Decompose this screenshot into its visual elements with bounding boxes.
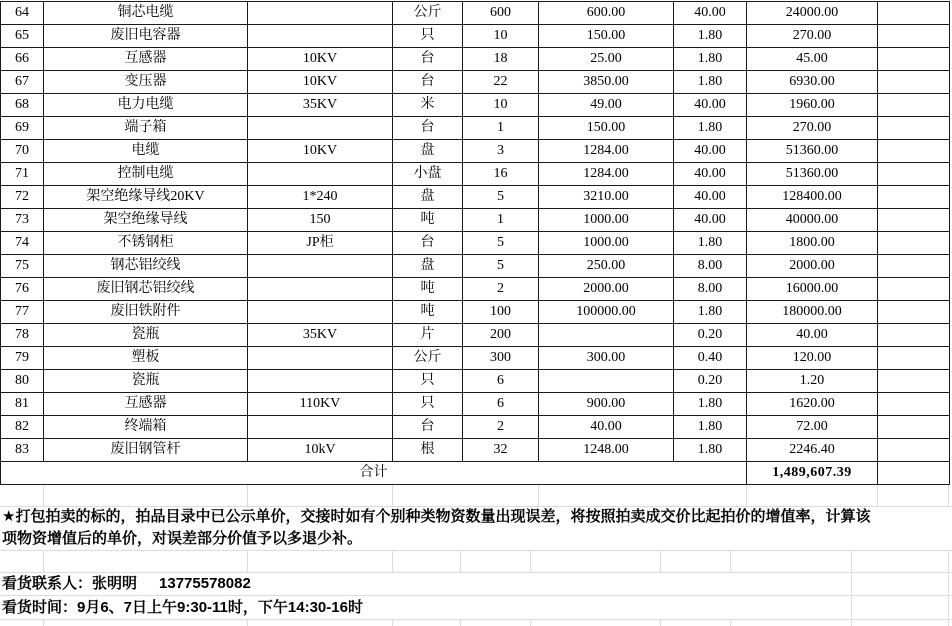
cell-price xyxy=(539,324,674,347)
cell-spec: 1*240 xyxy=(248,186,393,209)
table-row xyxy=(1,94,950,117)
cell-no: 68 xyxy=(1,94,44,117)
gridline-vertical xyxy=(460,550,461,572)
materials-table xyxy=(0,1,950,485)
cell-no: 66 xyxy=(1,48,44,71)
gridline-vertical xyxy=(948,550,949,572)
cell-rate: 40.00 xyxy=(674,186,747,209)
cell-spec: 110KV xyxy=(248,393,393,416)
cell-no: 82 xyxy=(1,416,44,439)
cell-name: 终端箱 xyxy=(44,416,248,439)
cell-blank xyxy=(878,140,950,163)
cell-spec: JP柜 xyxy=(248,232,393,255)
cell-rate: 1.80 xyxy=(674,71,747,94)
cell-name: 互感器 xyxy=(44,393,248,416)
cell-blank xyxy=(878,439,950,462)
cell-name: 电缆 xyxy=(44,140,248,163)
cell-unit: 片 xyxy=(393,324,463,347)
cell-qty: 6 xyxy=(463,393,539,416)
cell-qty: 600 xyxy=(463,2,539,25)
cell-unit: 台 xyxy=(393,48,463,71)
cell-unit: 台 xyxy=(393,117,463,140)
table-row xyxy=(1,25,950,48)
cell-amount: 51360.00 xyxy=(747,140,878,163)
cell-qty: 2 xyxy=(463,416,539,439)
gridline-vertical xyxy=(660,619,661,626)
table-row xyxy=(1,416,950,439)
cell-unit: 台 xyxy=(393,71,463,94)
cell-unit: 吨 xyxy=(393,301,463,324)
gridline-vertical xyxy=(392,485,393,506)
viewing-contact-line xyxy=(2,574,251,594)
table-row xyxy=(1,347,950,370)
total-amount: 1,489,607.39 xyxy=(747,462,878,485)
table-row xyxy=(1,301,950,324)
gridline-vertical xyxy=(530,550,531,572)
cell-name: 架空绝缘导线20KV xyxy=(44,186,248,209)
cell-unit: 公斤 xyxy=(393,2,463,25)
cell-name: 不锈钢柜 xyxy=(44,232,248,255)
cell-rate: 40.00 xyxy=(674,140,747,163)
cell-price: 150.00 xyxy=(539,25,674,48)
cell-rate: 1.80 xyxy=(674,25,747,48)
cell-no: 75 xyxy=(1,255,44,278)
cell-unit: 小盘 xyxy=(393,163,463,186)
gridline-vertical xyxy=(392,550,393,572)
cell-name: 废旧铁附件 xyxy=(44,301,248,324)
cell-blank xyxy=(878,232,950,255)
cell-spec xyxy=(248,416,393,439)
cell-blank xyxy=(878,71,950,94)
cell-name: 端子箱 xyxy=(44,117,248,140)
cell-price: 25.00 xyxy=(539,48,674,71)
cell-qty: 10 xyxy=(463,94,539,117)
cell-no: 78 xyxy=(1,324,44,347)
gridline-vertical xyxy=(851,572,852,619)
cell-price: 300.00 xyxy=(539,347,674,370)
cell-no: 72 xyxy=(1,186,44,209)
cell-spec xyxy=(248,278,393,301)
cell-blank xyxy=(878,416,950,439)
cell-qty: 5 xyxy=(463,255,539,278)
cell-no: 70 xyxy=(1,140,44,163)
cell-blank xyxy=(878,462,950,485)
gridline-vertical xyxy=(247,550,248,572)
cell-rate: 8.00 xyxy=(674,255,747,278)
gridline-vertical xyxy=(877,485,878,506)
cell-qty: 2 xyxy=(463,278,539,301)
cell-no: 71 xyxy=(1,163,44,186)
cell-amount: 16000.00 xyxy=(747,278,878,301)
table-row xyxy=(1,163,950,186)
cell-qty: 5 xyxy=(463,232,539,255)
cell-name: 互感器 xyxy=(44,48,248,71)
table-row xyxy=(1,232,950,255)
cell-unit: 只 xyxy=(393,370,463,393)
cell-spec xyxy=(248,347,393,370)
cell-blank xyxy=(878,25,950,48)
table-row xyxy=(1,71,950,94)
cell-spec xyxy=(248,25,393,48)
cell-unit: 盘 xyxy=(393,186,463,209)
gridline-vertical xyxy=(530,619,531,626)
cell-price: 49.00 xyxy=(539,94,674,117)
cell-unit: 公斤 xyxy=(393,347,463,370)
cell-qty: 300 xyxy=(463,347,539,370)
cell-spec: 150 xyxy=(248,209,393,232)
viewing-time-line: 看货时间：9月6、7日上午9:30-11时，下午14:30-16时 xyxy=(2,599,363,616)
cell-name: 瓷瓶 xyxy=(44,324,248,347)
cell-rate: 40.00 xyxy=(674,209,747,232)
cell-blank xyxy=(878,209,950,232)
cell-price: 150.00 xyxy=(539,117,674,140)
cell-amount: 2000.00 xyxy=(747,255,878,278)
cell-blank xyxy=(878,278,950,301)
cell-no: 79 xyxy=(1,347,44,370)
cell-spec: 10KV xyxy=(248,71,393,94)
cell-no: 65 xyxy=(1,25,44,48)
cell-unit: 台 xyxy=(393,232,463,255)
table-row xyxy=(1,278,950,301)
cell-amount: 51360.00 xyxy=(747,163,878,186)
cell-amount: 2246.40 xyxy=(747,439,878,462)
auction-note-line2: 项物资增值后的单价，对误差部分价值予以多退少补。 xyxy=(2,530,363,547)
cell-qty: 5 xyxy=(463,186,539,209)
cell-amount: 72.00 xyxy=(747,416,878,439)
cell-rate: 40.00 xyxy=(674,94,747,117)
cell-unit: 吨 xyxy=(393,209,463,232)
gridline-vertical xyxy=(851,550,852,572)
cell-rate: 0.40 xyxy=(674,347,747,370)
cell-rate: 1.80 xyxy=(674,301,747,324)
cell-price: 1248.00 xyxy=(539,439,674,462)
contact-name-label: 看货联系人：张明明 xyxy=(2,575,138,592)
cell-amount: 1960.00 xyxy=(747,94,878,117)
cell-qty: 3 xyxy=(463,140,539,163)
table-row xyxy=(1,439,950,462)
cell-spec: 10KV xyxy=(248,48,393,71)
cell-rate: 1.80 xyxy=(674,48,747,71)
table-row xyxy=(1,186,950,209)
cell-spec: 35KV xyxy=(248,324,393,347)
cell-name: 控制电缆 xyxy=(44,163,248,186)
gridline-vertical xyxy=(851,619,852,626)
cell-blank xyxy=(878,117,950,140)
table-row xyxy=(1,117,950,140)
cell-blank xyxy=(878,94,950,117)
gridline-vertical xyxy=(460,619,461,626)
table-row xyxy=(1,370,950,393)
cell-price: 2000.00 xyxy=(539,278,674,301)
cell-no: 80 xyxy=(1,370,44,393)
cell-no: 83 xyxy=(1,439,44,462)
gridline-vertical xyxy=(43,485,44,506)
total-label: 合计 xyxy=(1,462,747,485)
cell-blank xyxy=(878,186,950,209)
cell-unit: 吨 xyxy=(393,278,463,301)
cell-blank xyxy=(878,301,950,324)
table-row xyxy=(1,48,950,71)
table-row xyxy=(1,209,950,232)
table-row xyxy=(1,255,950,278)
cell-rate: 1.80 xyxy=(674,232,747,255)
cell-name: 电力电缆 xyxy=(44,94,248,117)
gridline-horizontal xyxy=(0,619,952,620)
cell-amount: 1620.00 xyxy=(747,393,878,416)
cell-amount: 270.00 xyxy=(747,117,878,140)
auction-note-line1: ★打包拍卖的标的，拍品目录中已公示单价，交接时如有个别种类物资数量出现误差，将按照拍卖成交价比起拍价的增值率，计算该 xyxy=(2,508,871,525)
table-row xyxy=(1,2,950,25)
cell-unit: 只 xyxy=(393,393,463,416)
cell-amount: 24000.00 xyxy=(747,2,878,25)
cell-rate: 8.00 xyxy=(674,278,747,301)
gridline-vertical xyxy=(948,485,949,506)
gridline-vertical xyxy=(392,619,393,626)
cell-blank xyxy=(878,2,950,25)
cell-name: 架空绝缘导线 xyxy=(44,209,248,232)
cell-name: 废旧钢芯铝绞线 xyxy=(44,278,248,301)
cell-rate: 1.80 xyxy=(674,416,747,439)
cell-qty: 22 xyxy=(463,71,539,94)
cell-amount: 128400.00 xyxy=(747,186,878,209)
cell-qty: 1 xyxy=(463,209,539,232)
cell-blank xyxy=(878,370,950,393)
cell-blank xyxy=(878,393,950,416)
cell-price: 1000.00 xyxy=(539,232,674,255)
cell-no: 81 xyxy=(1,393,44,416)
cell-spec xyxy=(248,2,393,25)
cell-blank xyxy=(878,163,950,186)
cell-qty: 200 xyxy=(463,324,539,347)
contact-phone: 13775578082 xyxy=(159,575,251,592)
cell-blank xyxy=(878,324,950,347)
cell-qty: 6 xyxy=(463,370,539,393)
cell-name: 瓷瓶 xyxy=(44,370,248,393)
cell-price: 900.00 xyxy=(539,393,674,416)
cell-unit: 只 xyxy=(393,25,463,48)
cell-rate: 40.00 xyxy=(674,163,747,186)
gridline-horizontal xyxy=(0,595,952,596)
cell-rate: 1.80 xyxy=(674,439,747,462)
table-row xyxy=(1,324,950,347)
table-row xyxy=(1,393,950,416)
gridline-vertical xyxy=(948,572,949,619)
cell-amount: 40.00 xyxy=(747,324,878,347)
cell-no: 64 xyxy=(1,2,44,25)
cell-unit: 盘 xyxy=(393,255,463,278)
cell-spec xyxy=(248,117,393,140)
cell-unit: 台 xyxy=(393,416,463,439)
cell-price: 3850.00 xyxy=(539,71,674,94)
gridline-vertical xyxy=(247,619,248,626)
cell-price: 250.00 xyxy=(539,255,674,278)
cell-blank xyxy=(878,255,950,278)
gridline-vertical xyxy=(730,550,731,572)
cell-qty: 1 xyxy=(463,117,539,140)
gridline-vertical xyxy=(948,619,949,626)
cell-spec: 35KV xyxy=(248,94,393,117)
cell-amount: 120.00 xyxy=(747,347,878,370)
cell-price: 40.00 xyxy=(539,416,674,439)
cell-price: 1284.00 xyxy=(539,140,674,163)
gridline-vertical xyxy=(538,485,539,506)
cell-amount: 1800.00 xyxy=(747,232,878,255)
cell-no: 74 xyxy=(1,232,44,255)
cell-no: 76 xyxy=(1,278,44,301)
gridline-vertical xyxy=(660,550,661,572)
cell-price: 1000.00 xyxy=(539,209,674,232)
cell-price: 3210.00 xyxy=(539,186,674,209)
gridline-vertical xyxy=(43,619,44,626)
cell-no: 67 xyxy=(1,71,44,94)
cell-spec: 10KV xyxy=(248,140,393,163)
cell-qty: 18 xyxy=(463,48,539,71)
cell-no: 69 xyxy=(1,117,44,140)
cell-spec xyxy=(248,301,393,324)
cell-spec: 10kV xyxy=(248,439,393,462)
cell-amount: 270.00 xyxy=(747,25,878,48)
cell-rate: 1.80 xyxy=(674,117,747,140)
cell-unit: 根 xyxy=(393,439,463,462)
cell-spec xyxy=(248,255,393,278)
cell-qty: 10 xyxy=(463,25,539,48)
cell-amount: 180000.00 xyxy=(747,301,878,324)
cell-spec xyxy=(248,370,393,393)
cell-rate: 1.80 xyxy=(674,393,747,416)
cell-qty: 100 xyxy=(463,301,539,324)
cell-unit: 盘 xyxy=(393,140,463,163)
cell-rate: 0.20 xyxy=(674,370,747,393)
cell-price: 100000.00 xyxy=(539,301,674,324)
cell-rate: 0.20 xyxy=(674,324,747,347)
cell-no: 73 xyxy=(1,209,44,232)
cell-spec xyxy=(248,163,393,186)
cell-rate: 40.00 xyxy=(674,2,747,25)
gridline-vertical xyxy=(730,619,731,626)
cell-qty: 16 xyxy=(463,163,539,186)
cell-name: 废旧钢管杆 xyxy=(44,439,248,462)
cell-unit: 米 xyxy=(393,94,463,117)
cell-blank xyxy=(878,347,950,370)
cell-price xyxy=(539,370,674,393)
cell-name: 变压器 xyxy=(44,71,248,94)
gridline-horizontal xyxy=(0,550,952,551)
gridline-vertical xyxy=(746,485,747,506)
cell-name: 塑板 xyxy=(44,347,248,370)
cell-amount: 45.00 xyxy=(747,48,878,71)
cell-qty: 32 xyxy=(463,439,539,462)
cell-price: 600.00 xyxy=(539,2,674,25)
cell-amount: 6930.00 xyxy=(747,71,878,94)
cell-no: 77 xyxy=(1,301,44,324)
gridline-vertical xyxy=(43,550,44,572)
cell-amount: 40000.00 xyxy=(747,209,878,232)
table-row xyxy=(1,140,950,163)
cell-price: 1284.00 xyxy=(539,163,674,186)
cell-name: 废旧电容器 xyxy=(44,25,248,48)
cell-name: 铜芯电缆 xyxy=(44,2,248,25)
cell-amount: 1.20 xyxy=(747,370,878,393)
cell-blank xyxy=(878,48,950,71)
cell-name: 钢芯铝绞线 xyxy=(44,255,248,278)
total-row xyxy=(1,462,950,485)
gridline-vertical xyxy=(247,485,248,506)
gridline-horizontal xyxy=(0,572,952,573)
